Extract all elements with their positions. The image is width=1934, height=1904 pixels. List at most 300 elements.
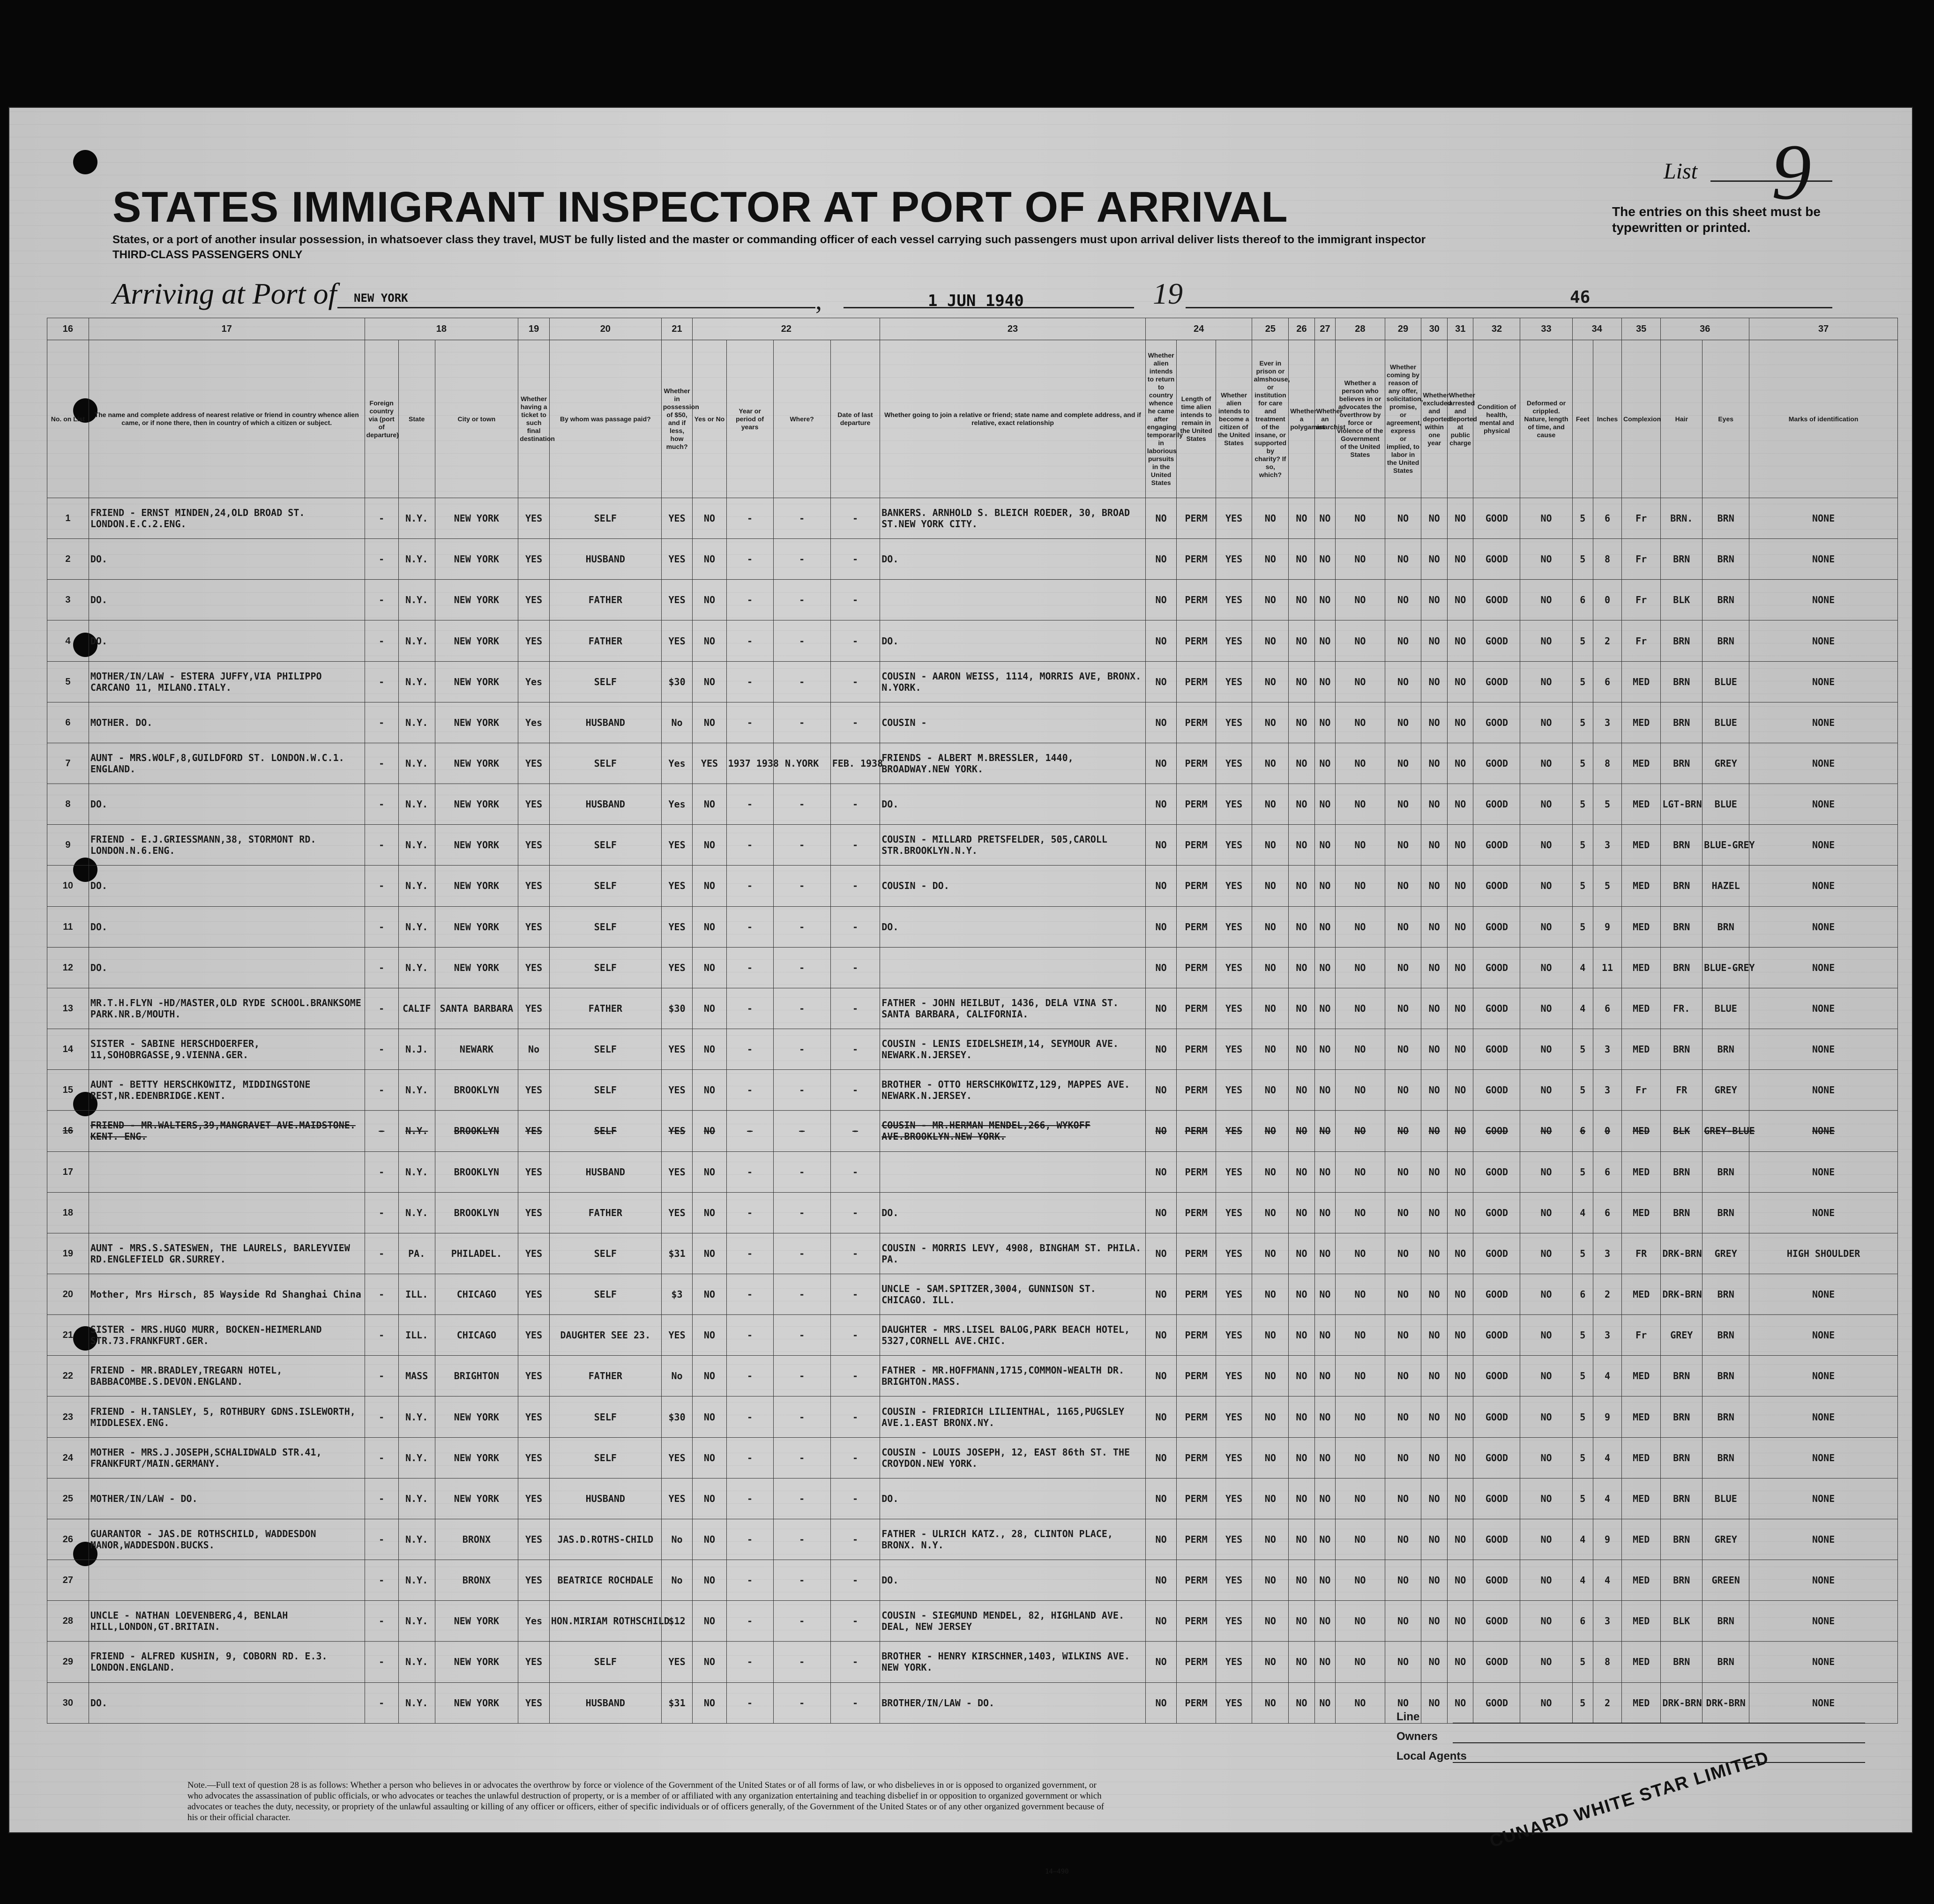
cell-length: PERM xyxy=(1177,947,1216,988)
cell-hair: BRN xyxy=(1661,539,1703,580)
cell-health: GOOD xyxy=(1473,1070,1520,1111)
cell-relative: DO. xyxy=(89,580,365,620)
cell-q29: NO xyxy=(1385,1070,1421,1111)
cell-prison: NO xyxy=(1252,661,1289,702)
ticket-header: Whether having a ticket to such final destination xyxy=(518,340,550,498)
cell-city: NEW YORK xyxy=(435,580,518,620)
cell-state: CALIF xyxy=(398,988,435,1029)
passenger-row xyxy=(47,620,1898,661)
cell-no: 27 xyxy=(47,1560,89,1601)
cell-q31: NO xyxy=(1447,1478,1473,1519)
cell-feet: 6 xyxy=(1572,1111,1593,1151)
cell-joining: COUSIN - DO. xyxy=(880,866,1146,906)
cell-year: - xyxy=(726,825,773,866)
cell-citizen: YES xyxy=(1216,866,1252,906)
cell-inches: 2 xyxy=(1593,1274,1621,1314)
cell-marks: NONE xyxy=(1749,1315,1898,1356)
cell-complexion: Fr xyxy=(1622,620,1661,661)
cell-q30: NO xyxy=(1421,1029,1448,1070)
cell-citizen: YES xyxy=(1216,702,1252,743)
cell-polygamist: NO xyxy=(1289,1682,1315,1723)
shipping-line-stamp: CUNARD WHITE STAR LIMITED xyxy=(1487,1747,1772,1852)
cell-city: NEW YORK xyxy=(435,661,518,702)
cell-marks: NONE xyxy=(1749,743,1898,784)
cell-anarchist: NO xyxy=(1314,1233,1335,1274)
where-header: Where? xyxy=(773,340,830,498)
cell-complexion: MED xyxy=(1622,1111,1661,1151)
cell-q31: NO xyxy=(1447,1396,1473,1437)
cell-purpose: NO xyxy=(1145,1029,1177,1070)
cell-hair: BRN xyxy=(1661,1151,1703,1192)
cell-length: PERM xyxy=(1177,1642,1216,1682)
cell-city: NEW YORK xyxy=(435,784,518,825)
cell-before: NO xyxy=(693,1315,726,1356)
cell-deformed: NO xyxy=(1520,580,1572,620)
cell-q31: NO xyxy=(1447,1437,1473,1478)
cell-no: 26 xyxy=(47,1519,89,1560)
cell-foreign: - xyxy=(365,1315,398,1356)
cell-paid-by: SELF xyxy=(549,866,661,906)
passenger-class-line: THIRD-CLASS PASSENGERS ONLY xyxy=(112,248,303,261)
cell-citizen: YES xyxy=(1216,1070,1252,1111)
cell-where: - xyxy=(773,825,830,866)
cell-joining: DO. xyxy=(880,1192,1146,1233)
cell-q29: NO xyxy=(1385,743,1421,784)
cell-eyes: BLUE xyxy=(1703,1478,1749,1519)
column-number: 23 xyxy=(880,318,1146,340)
cell-q31: NO xyxy=(1447,743,1473,784)
cell-joining: DAUGHTER - MRS.LISEL BALOG,PARK BEACH HOTEL, 5327,CORNELL AVE.CHIC. xyxy=(880,1315,1146,1356)
cell-no: 28 xyxy=(47,1601,89,1642)
cell-length: PERM xyxy=(1177,1233,1216,1274)
cell-q29: NO xyxy=(1385,539,1421,580)
cell-state: N.Y. xyxy=(398,1396,435,1437)
passenger-row xyxy=(47,784,1898,825)
cell-money: YES xyxy=(661,1192,693,1233)
cell-joining: BROTHER - HENRY KIRSCHNER,1403, WILKINS AVE. NEW YORK. xyxy=(880,1642,1146,1682)
cell-inches: 3 xyxy=(1593,1233,1621,1274)
feet-header: Feet xyxy=(1572,340,1593,498)
cell-departure: - xyxy=(830,1029,880,1070)
cell-where: - xyxy=(773,1274,830,1314)
cell-q28: NO xyxy=(1336,988,1385,1029)
cell-health: GOOD xyxy=(1473,498,1520,539)
line-label: Line xyxy=(1396,1710,1420,1723)
q28-header: Whether a person who believes in or advocates the overthrow by force or violence of the Government of the United States xyxy=(1336,340,1385,498)
passenger-row xyxy=(47,743,1898,784)
cell-q29: NO xyxy=(1385,947,1421,988)
cell-citizen: YES xyxy=(1216,620,1252,661)
cell-complexion: MED xyxy=(1622,1029,1661,1070)
cell-marks: NONE xyxy=(1749,784,1898,825)
cell-paid-by: FATHER xyxy=(549,620,661,661)
cell-state: ILL. xyxy=(398,1274,435,1314)
passenger-row xyxy=(47,1356,1898,1396)
cell-health: GOOD xyxy=(1473,743,1520,784)
cell-length: PERM xyxy=(1177,1478,1216,1519)
line-underline xyxy=(1453,1723,1865,1724)
cell-state: N.Y. xyxy=(398,620,435,661)
list-number: 9 xyxy=(1771,128,1811,216)
cell-eyes: HAZEL xyxy=(1703,866,1749,906)
cell-hair: GREY xyxy=(1661,1315,1703,1356)
cell-departure: - xyxy=(830,1111,880,1151)
cell-relative: SISTER - SABINE HERSCHDOERFER, 11,SOHOBRGASSE,9.VIENNA.GER. xyxy=(89,1029,365,1070)
cell-q28: NO xyxy=(1336,1192,1385,1233)
cell-complexion: MED xyxy=(1622,743,1661,784)
passenger-row xyxy=(47,825,1898,866)
cell-anarchist: NO xyxy=(1314,1519,1335,1560)
column-number: 20 xyxy=(549,318,661,340)
passenger-row xyxy=(47,866,1898,906)
cell-deformed: NO xyxy=(1520,539,1572,580)
cell-citizen: YES xyxy=(1216,580,1252,620)
cell-q30: NO xyxy=(1421,1111,1448,1151)
cell-q31: NO xyxy=(1447,1192,1473,1233)
cell-departure: - xyxy=(830,1519,880,1560)
cell-q29: NO xyxy=(1385,620,1421,661)
cell-prison: NO xyxy=(1252,498,1289,539)
cell-polygamist: NO xyxy=(1289,1151,1315,1192)
cell-where: - xyxy=(773,1478,830,1519)
cell-departure: - xyxy=(830,906,880,947)
cell-inches: 11 xyxy=(1593,947,1621,988)
cell-no: 10 xyxy=(47,866,89,906)
prison-header: Ever in prison or almshouse, or institution for care and treatment of the insane, or supported by charity? If so, which? xyxy=(1252,340,1289,498)
cell-departure: - xyxy=(830,620,880,661)
cell-health: GOOD xyxy=(1473,1519,1520,1560)
cell-deformed: NO xyxy=(1520,620,1572,661)
cell-ticket: YES xyxy=(518,1437,550,1478)
cell-q31: NO xyxy=(1447,1519,1473,1560)
cell-relative: DO. xyxy=(89,906,365,947)
cell-feet: 5 xyxy=(1572,1070,1593,1111)
cell-departure: - xyxy=(830,498,880,539)
cell-purpose: NO xyxy=(1145,539,1177,580)
column-number: 21 xyxy=(661,318,693,340)
year-period-header: Year or period of years xyxy=(726,340,773,498)
header-instructions: States, or a port of another insular possession, in whatsoever class they travel, MUST be fully listed and the master or commanding officer of each vessel carrying such passengers must upon arrival deliver lists thereof to the immigrant inspector xyxy=(112,233,1426,246)
cell-deformed: NO xyxy=(1520,1642,1572,1682)
cell-state: MASS xyxy=(398,1356,435,1396)
cell-q29: NO xyxy=(1385,1151,1421,1192)
cell-before: NO xyxy=(693,866,726,906)
cell-marks: NONE xyxy=(1749,1601,1898,1642)
cell-polygamist: NO xyxy=(1289,1111,1315,1151)
column-number: 19 xyxy=(518,318,550,340)
cell-city: NEW YORK xyxy=(435,1396,518,1437)
cell-deformed: NO xyxy=(1520,1233,1572,1274)
column-number: 29 xyxy=(1385,318,1421,340)
cell-paid-by: SELF xyxy=(549,947,661,988)
cell-purpose: NO xyxy=(1145,1560,1177,1601)
cell-ticket: YES xyxy=(518,1233,550,1274)
cell-city: NEW YORK xyxy=(435,702,518,743)
cell-prison: NO xyxy=(1252,947,1289,988)
cell-relative: Mother, Mrs Hirsch, 85 Wayside Rd Shanghai China xyxy=(89,1274,365,1314)
cell-q28: NO xyxy=(1336,1478,1385,1519)
cell-length: PERM xyxy=(1177,906,1216,947)
cell-year: - xyxy=(726,947,773,988)
cell-q28: NO xyxy=(1336,825,1385,866)
cell-paid-by: DAUGHTER SEE 23. xyxy=(549,1315,661,1356)
cell-health: GOOD xyxy=(1473,1437,1520,1478)
cell-no: 13 xyxy=(47,988,89,1029)
cell-where: - xyxy=(773,988,830,1029)
cell-prison: NO xyxy=(1252,1029,1289,1070)
cell-marks: HIGH SHOULDER xyxy=(1749,1233,1898,1274)
cell-eyes: GREEN xyxy=(1703,1560,1749,1601)
cell-complexion: MED xyxy=(1622,988,1661,1029)
cell-relative: AUNT - BETTY HERSCHKOWITZ, MIDDINGSTONE REST,NR.EDENBRIDGE.KENT. xyxy=(89,1070,365,1111)
cell-anarchist: NO xyxy=(1314,661,1335,702)
cell-anarchist: NO xyxy=(1314,620,1335,661)
cell-foreign: - xyxy=(365,498,398,539)
cell-anarchist: NO xyxy=(1314,1111,1335,1151)
cell-length: PERM xyxy=(1177,1519,1216,1560)
cell-state: N.Y. xyxy=(398,498,435,539)
cell-purpose: NO xyxy=(1145,1274,1177,1314)
cell-inches: 5 xyxy=(1593,866,1621,906)
cell-joining: FATHER - ULRICH KATZ., 28, CLINTON PLACE, BRONX. N.Y. xyxy=(880,1519,1146,1560)
cell-departure: - xyxy=(830,1560,880,1601)
cell-foreign: - xyxy=(365,1682,398,1723)
cell-joining: DO. xyxy=(880,1478,1146,1519)
cell-length: PERM xyxy=(1177,1396,1216,1437)
cell-q29: NO xyxy=(1385,1478,1421,1519)
cell-before: NO xyxy=(693,1396,726,1437)
manifest-sheet xyxy=(8,107,1913,1875)
cell-marks: NONE xyxy=(1749,498,1898,539)
cell-where: - xyxy=(773,1070,830,1111)
cell-polygamist: NO xyxy=(1289,1519,1315,1560)
cell-paid-by: SELF xyxy=(549,1274,661,1314)
cell-year: - xyxy=(726,702,773,743)
cell-prison: NO xyxy=(1252,1560,1289,1601)
cell-citizen: YES xyxy=(1216,988,1252,1029)
cell-money: $31 xyxy=(661,1233,693,1274)
passenger-row xyxy=(47,1601,1898,1642)
cell-polygamist: NO xyxy=(1289,539,1315,580)
cell-city: NEW YORK xyxy=(435,743,518,784)
cell-paid-by: SELF xyxy=(549,1437,661,1478)
cell-before: NO xyxy=(693,1519,726,1560)
cell-ticket: YES xyxy=(518,1151,550,1192)
eyes-header: Eyes xyxy=(1703,340,1749,498)
cell-where: - xyxy=(773,1233,830,1274)
cell-no: 7 xyxy=(47,743,89,784)
cell-paid-by: SELF xyxy=(549,906,661,947)
local-agents-label: Local Agents xyxy=(1396,1750,1467,1762)
cell-marks: NONE xyxy=(1749,1560,1898,1601)
passenger-row xyxy=(47,1233,1898,1274)
cell-marks: NONE xyxy=(1749,1642,1898,1682)
cell-citizen: YES xyxy=(1216,1437,1252,1478)
passenger-row xyxy=(47,702,1898,743)
cell-q31: NO xyxy=(1447,539,1473,580)
cell-relative: FRIEND - H.TANSLEY, 5, ROTHBURY GDNS.ISLEWORTH, MIDDLESEX.ENG. xyxy=(89,1396,365,1437)
cell-feet: 4 xyxy=(1572,1560,1593,1601)
cell-eyes: GREY xyxy=(1703,1519,1749,1560)
cell-ticket: YES xyxy=(518,1356,550,1396)
cell-year: - xyxy=(726,1192,773,1233)
cell-q28: NO xyxy=(1336,866,1385,906)
cell-departure: - xyxy=(830,1233,880,1274)
cell-money: YES xyxy=(661,906,693,947)
cell-purpose: NO xyxy=(1145,1315,1177,1356)
cell-city: NEW YORK xyxy=(435,1682,518,1723)
cell-ticket: YES xyxy=(518,498,550,539)
cell-q28: NO xyxy=(1336,1356,1385,1396)
column-number: 25 xyxy=(1252,318,1289,340)
cell-inches: 8 xyxy=(1593,1642,1621,1682)
cell-departure: - xyxy=(830,784,880,825)
cell-feet: 5 xyxy=(1572,866,1593,906)
cell-complexion: MED xyxy=(1622,1151,1661,1192)
cell-paid-by: HUSBAND xyxy=(549,1682,661,1723)
cell-deformed: NO xyxy=(1520,1315,1572,1356)
cell-money: YES xyxy=(661,1070,693,1111)
cell-purpose: NO xyxy=(1145,1478,1177,1519)
before-yes-no-header: Yes or No xyxy=(693,340,726,498)
cell-q28: NO xyxy=(1336,1070,1385,1111)
cell-eyes: BRN xyxy=(1703,1315,1749,1356)
cell-anarchist: NO xyxy=(1314,498,1335,539)
cell-foreign: - xyxy=(365,1519,398,1560)
cell-joining: FRIENDS - ALBERT M.BRESSLER, 1440, BROADWAY.NEW YORK. xyxy=(880,743,1146,784)
cell-no: 15 xyxy=(47,1070,89,1111)
cell-state: N.Y. xyxy=(398,539,435,580)
cell-money: YES xyxy=(661,620,693,661)
cell-year: 1937 1938 xyxy=(726,743,773,784)
cell-before: NO xyxy=(693,1437,726,1478)
cell-feet: 6 xyxy=(1572,580,1593,620)
cell-departure: - xyxy=(830,1396,880,1437)
cell-city: NEW YORK xyxy=(435,947,518,988)
cell-feet: 6 xyxy=(1572,1601,1593,1642)
cell-state: N.Y. xyxy=(398,1192,435,1233)
column-description-row xyxy=(47,340,1898,498)
cell-q28: NO xyxy=(1336,1396,1385,1437)
cell-state: N.Y. xyxy=(398,784,435,825)
cell-polygamist: NO xyxy=(1289,1356,1315,1396)
cell-inches: 9 xyxy=(1593,1519,1621,1560)
cell-q31: NO xyxy=(1447,580,1473,620)
cell-inches: 8 xyxy=(1593,743,1621,784)
cell-money: YES xyxy=(661,825,693,866)
cell-eyes: GREY xyxy=(1703,1233,1749,1274)
manifest-rows xyxy=(47,498,1898,1724)
cell-purpose: NO xyxy=(1145,988,1177,1029)
owners-underline xyxy=(1453,1742,1865,1743)
cell-marks: NONE xyxy=(1749,866,1898,906)
cell-foreign: - xyxy=(365,1151,398,1192)
city-header: City or town xyxy=(435,340,518,498)
cell-state: N.Y. xyxy=(398,1560,435,1601)
cell-prison: NO xyxy=(1252,1233,1289,1274)
cell-city: CHICAGO xyxy=(435,1315,518,1356)
cell-health: GOOD xyxy=(1473,1111,1520,1151)
cell-health: GOOD xyxy=(1473,1642,1520,1682)
cell-foreign: - xyxy=(365,620,398,661)
cell-ticket: YES xyxy=(518,825,550,866)
cell-no: 9 xyxy=(47,825,89,866)
cell-length: PERM xyxy=(1177,498,1216,539)
cell-ticket: YES xyxy=(518,1642,550,1682)
cell-inches: 6 xyxy=(1593,661,1621,702)
cell-departure: - xyxy=(830,1642,880,1682)
cell-hair: BRN xyxy=(1661,1396,1703,1437)
length-time-header: Length of time alien intends to remain in the United States xyxy=(1177,340,1216,498)
cell-eyes: GREY-BLUE xyxy=(1703,1111,1749,1151)
cell-relative: DO. xyxy=(89,620,365,661)
cell-departure: - xyxy=(830,1192,880,1233)
state-header: State xyxy=(398,340,435,498)
cell-before: NO xyxy=(693,1192,726,1233)
cell-ticket: YES xyxy=(518,1274,550,1314)
arrival-date: 1 JUN 1940 xyxy=(928,291,1024,310)
cell-deformed: NO xyxy=(1520,1151,1572,1192)
cell-q31: NO xyxy=(1447,1111,1473,1151)
money-header: Whether in possession of $50, and if less, how much? xyxy=(661,340,693,498)
owners-label: Owners xyxy=(1396,1730,1438,1743)
cell-year: - xyxy=(726,661,773,702)
cell-q30: NO xyxy=(1421,1356,1448,1396)
cell-anarchist: NO xyxy=(1314,1437,1335,1478)
cell-where: - xyxy=(773,906,830,947)
cell-where: - xyxy=(773,1642,830,1682)
cell-hair: BRN xyxy=(1661,702,1703,743)
cell-no: 5 xyxy=(47,661,89,702)
cell-feet: 5 xyxy=(1572,825,1593,866)
cell-relative: MR.T.H.FLYN -HD/MASTER,OLD RYDE SCHOOL.BRANKSOME PARK.NR.B/MOUTH. xyxy=(89,988,365,1029)
cell-ticket: YES xyxy=(518,1478,550,1519)
cell-purpose: NO xyxy=(1145,702,1177,743)
cell-prison: NO xyxy=(1252,1192,1289,1233)
cell-ticket: No xyxy=(518,1029,550,1070)
cell-ticket: YES xyxy=(518,947,550,988)
cell-joining: COUSIN - FRIEDRICH LILIENTHAL, 1165,PUGSLEY AVE.1.EAST BRONX.NY. xyxy=(880,1396,1146,1437)
cell-q29: NO xyxy=(1385,1560,1421,1601)
passenger-row xyxy=(47,1560,1898,1601)
cell-eyes: BRN xyxy=(1703,620,1749,661)
cell-paid-by: SELF xyxy=(549,661,661,702)
cell-relative: DO. xyxy=(89,784,365,825)
cell-paid-by: SELF xyxy=(549,1070,661,1111)
cell-inches: 2 xyxy=(1593,1682,1621,1723)
cell-q30: NO xyxy=(1421,1396,1448,1437)
cell-state: N.Y. xyxy=(398,947,435,988)
cell-deformed: NO xyxy=(1520,947,1572,988)
cell-q29: NO xyxy=(1385,1111,1421,1151)
cell-before: NO xyxy=(693,1111,726,1151)
marks-header: Marks of identification xyxy=(1749,340,1898,498)
cell-health: GOOD xyxy=(1473,784,1520,825)
cell-no: 19 xyxy=(47,1233,89,1274)
typewritten-note: The entries on this sheet must be typewritten or printed. xyxy=(1612,204,1821,235)
cell-polygamist: NO xyxy=(1289,988,1315,1029)
cell-inches: 8 xyxy=(1593,539,1621,580)
cell-inches: 4 xyxy=(1593,1437,1621,1478)
cell-q30: NO xyxy=(1421,1070,1448,1111)
cell-city: NEW YORK xyxy=(435,1478,518,1519)
cell-no: 4 xyxy=(47,620,89,661)
hair-header: Hair xyxy=(1661,340,1703,498)
cell-q31: NO xyxy=(1447,498,1473,539)
cell-q28: NO xyxy=(1336,620,1385,661)
cell-anarchist: NO xyxy=(1314,1192,1335,1233)
agents-underline xyxy=(1453,1762,1865,1763)
